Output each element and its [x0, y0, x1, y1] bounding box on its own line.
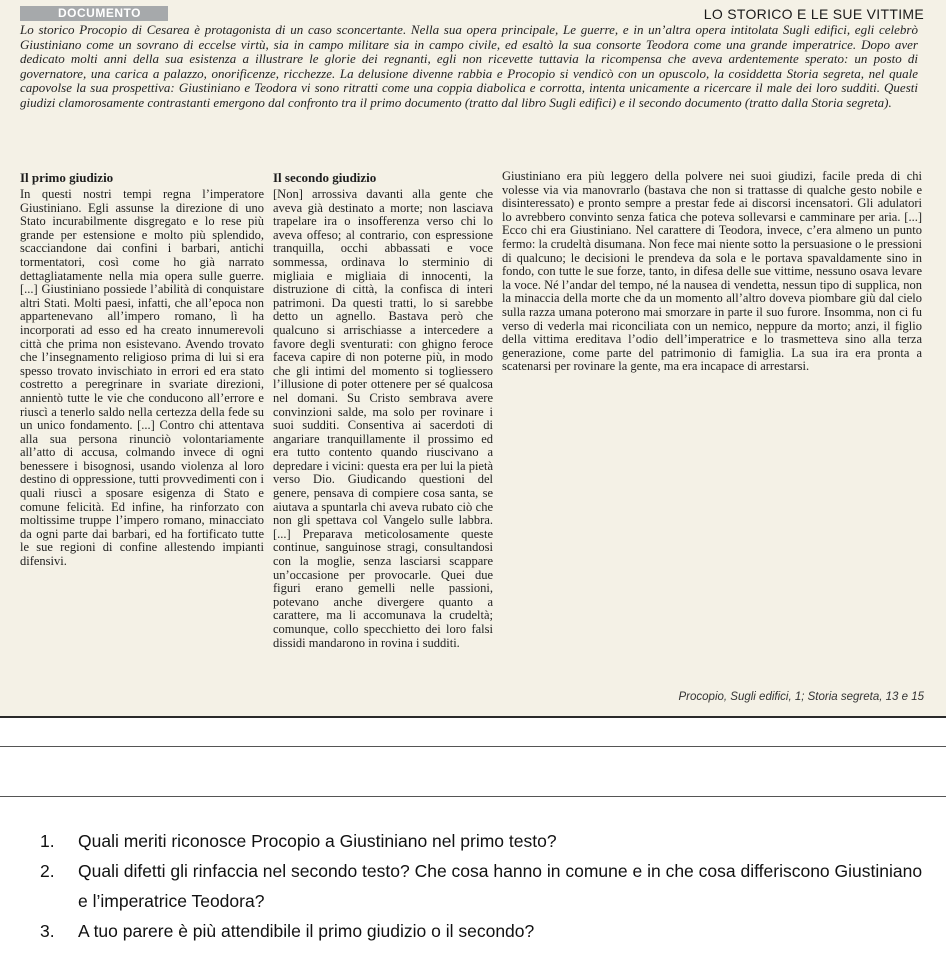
divider-line [0, 796, 946, 797]
first-judgment-text: In questi nostri tempi regna l’imperatore Giustiniano. Egli assunse la direzione di uno Stato incurabilmente disgregato e lo rese più grande per estensione e molto più splendido, scacciandone dai confini i barbari, antichi tormentatori, così come ho già narrato dettagliatamente nella mia opera sulle guerre. [...] Giustiniano possiede l’abilità di conquistare altri Stati. Molti paesi, infatti, che all’epoca non appartenevano all’impero romano, lì ha incorporati ad esso ed ha creato innumerevoli città che prima non esistevano. Avendo trovato che l’insegnamento religioso prima di lui si era spesso trovato invischiato in errori ed era stato costretto a peregrinare in svariate direzioni, annientò tutte le vie che conducono all’errore e riuscì a tenerlo saldo nella certezza della fede su un unico fondamento. [...] Contro chi attentava alla sua persona rinunciò volontariamente all’atto di accusa, colmando invece di ogni benessere i bisognosi, usando violenza al loro destino di oppressione, tutti provvedimenti con i quali riuscì a sposare esigenza di Stato e comune felicità. Ed infine, ha rinforzato con moltissime truppe l’impero romano, minacciato da ogni parte dai barbari, ed ha fortificato tutte le sue regioni di confine allestendo impianti difensivi. [20, 187, 264, 569]
question-list [40, 826, 935, 946]
source-attribution: Procopio, Sugli edifici, 1; Storia segreta, 13 e 15 [678, 691, 924, 703]
question-item [40, 916, 935, 946]
divider-line [0, 746, 946, 747]
intro-paragraph: Lo storico Procopio di Cesarea è protagonista di un caso sconcertante. Nella sua opera principale, Le guerre, e in un’altra opera intitolata Sugli edifici, egli celebrò Giustiniano come un sovrano di eccelse virtù, sia in campo militare sia in campo civile, ed esaltò la sua consorte Teodora come una grande imperatrice. Dopo aver dedicato molti anni della sua esistenza a illustrare le glorie dei regnanti, egli non ricevette tuttavia la ricompensa che aveva ardentemente sperato: un posto di governatore, una carica a palazzo, onorificenze, ricchezze. La delusione divenne rabbia e Procopio si vendicò con un opuscolo, la cosiddetta Storia segreta, nel quale capovolse la sua prospettiva: Giustiniano e Teodora vi sono ritratti come una coppia diabolica e corrotta, intenta unicamente a ricercare il male dei loro sudditi. Questi giudizi clamorosamente contrastanti emergono dal confronto tra il primo documento (tratto dal libro Sugli edifici) e il secondo documento (tratto dalla Storia segreta). [20, 22, 918, 110]
first-judgment-heading: Il primo giudizio [20, 170, 114, 185]
column-second-judgment [273, 170, 493, 650]
question-item [40, 856, 935, 916]
question-text: A tuo parere è più attendibile il primo giudizio o il secondo? [78, 921, 535, 941]
second-judgment-heading: Il secondo giudizio [273, 170, 377, 185]
question-text: Quali difetti gli rinfaccia nel secondo testo? Che cosa hanno in comune e in che cosa differiscono Giustiniano e l’imperatrice Teodora? [78, 861, 923, 911]
second-judgment-continued-text: Giustiniano era più leggero della polvere nei suoi giudizi, facile preda di chi volesse via via manovrarlo (bastava che non si trattasse di qualche gesto nobile e disinteressato) e pronto sempre a prestar fede ai discorsi incensatori. Gli adulatori lo avrebbero convinto senza fatica che poteva sollevarsi e camminare per aria. [...] Ecco chi era Giustiniano. Nel carattere di Teodora, invece, c’era almeno un punto fermo: la crudeltà disumana. Non fece mai niente sotto la persuasione o le pressioni di qualcuno; le decisioni le prendeva da sola e le portava spavaldamente sino in fondo, con tutte le sue forze, tanto, in difesa delle sue vittime, nessuno osava levare la voce. Né l’andar del tempo, né la nausea di vendetta, nessun tipo di supplica, non la minaccia della morte che da un momento all’altro doveva piombare giù dal cielo sulla razza umana poterono mai smorzare in parte il suo furore. Insomma, non ci fu verso di vederla mai riconciliata con un nemico, neppure da morto; anzi, il figlio della vittima ereditava l’odio dell’imperatrice e lo trasmetteva sino alla terza generazione, come parte del patrimonio di famiglia. La sua ira era pronta a scatenarsi per rovinare la gente, ma era incapace di arrestarsi. [502, 169, 922, 374]
question-text: Quali meriti riconosce Procopio a Giustiniano nel primo testo? [78, 831, 557, 851]
document-badge: DOCUMENTO [20, 6, 168, 21]
second-judgment-text: [Non] arrossiva davanti alla gente che aveva già destinato a morte; non lasciava trapelare ira o insofferenza verso chi lo aveva offeso; al contrario, con espressione tranquilla, occhi abbassati e voce sommessa, ordinava lo sterminio di migliaia e migliaia di innocenti, la distruzione di città, la confisca di interi patrimoni. Da questi tratti, lo si sarebbe detto un agnello. Bastava però che qualcuno si arrischiasse a intercedere a favore degli sventurati: con ghigno feroce faceva capire di non poterne più, in modo che gli intimi del momento si togliessero l’illusione di poter ottenere per sé qualcosa nel domani. Su Cristo sembrava avere convinzioni salde, ma solo per rovinare i suoi sudditi. Consentiva ai sacerdoti di angariare tranquillamente il prossimo ed era tutto contento quando riuscivano a depredare i vicini: questa era per lui la pietà verso Dio. Giudicando questioni del genere, pensava di compiere cosa santa, se aiutava a spuntarla chi aveva rubato ciò che non gli spettava col Vangelo sulle labbra. [...] Preparava meticolosamente queste continue, sanguinose stragi, consultandosi con la moglie, senza lasciarsi scappare un’occasione per provocarle. Quei due figuri erano gemelli nelle passioni, potevano anche divergere quanto a carattere, ma li accomunava la crudeltà; comunque, collo specchietto dei loro falsi dissidi mandarono in rovina i sudditi. [273, 187, 493, 650]
question-number: 1. [40, 831, 55, 851]
question-number: 2. [40, 861, 55, 881]
question-item [40, 826, 935, 856]
question-number: 3. [40, 921, 55, 941]
column-first-judgment [20, 170, 264, 569]
document-title: LO STORICO E LE SUE VITTIME [703, 6, 924, 22]
column-second-judgment-continued [502, 170, 922, 374]
